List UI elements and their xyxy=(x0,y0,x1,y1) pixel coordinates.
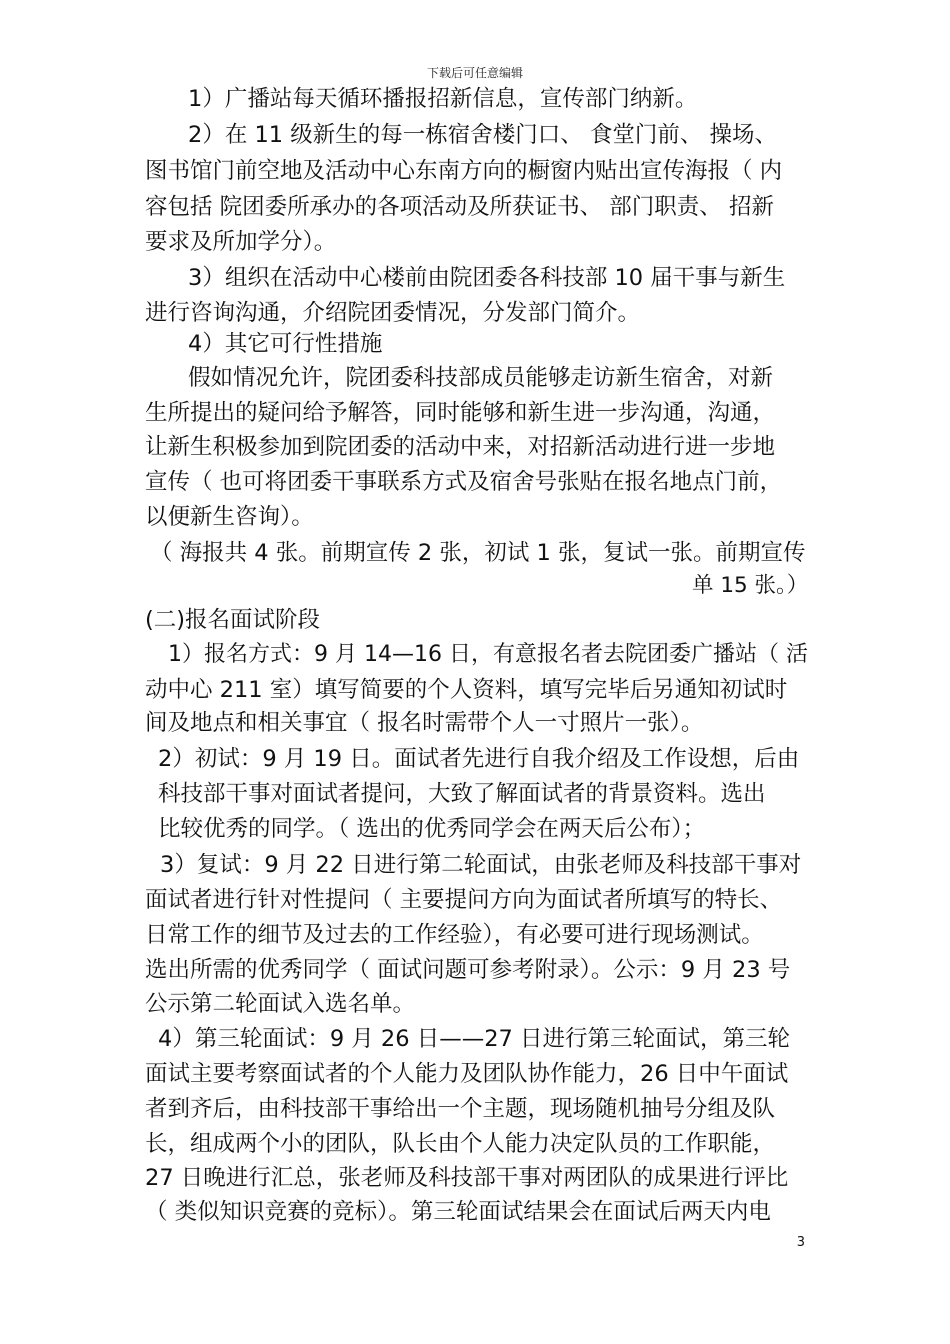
body-line: 3）组织在活动中心楼前由院团委各科技部 10 届干事与新生 xyxy=(188,265,786,291)
body-line: 间及地点和相关事宜（ 报名时需带个人一寸照片一张）。 xyxy=(145,710,704,736)
body-line: 宣传（ 也可将团委干事联系方式及宿舍号张贴在报名地点门前， xyxy=(145,469,783,495)
body-line: 比较优秀的同学。（ 选出的优秀同学会在两天后公布）； xyxy=(158,816,706,842)
body-line: 面试主要考察面试者的个人能力及团队协作能力，26 日中午面试 xyxy=(145,1061,789,1087)
body-line: （ 海报共 4 张。前期宣传 2 张，初试 1 张，复试一张。前期宣传 xyxy=(150,540,806,566)
body-line: 容包括 院团委所承办的各项活动及所获证书、 部门职责、 招新 xyxy=(145,194,774,220)
body-line: （ 类似知识竞赛的竞标）。第三轮面试结果会在面试后两天内电 xyxy=(145,1199,771,1225)
body-line: 1）广播站每天循环播报招新信息，宣传部门纳新。 xyxy=(188,86,698,112)
body-line: 者到齐后，由科技部干事给出一个主题，现场随机抽号分组及队 xyxy=(145,1096,776,1122)
body-line: 动中心 211 室）填写简要的个人资料，填写完毕后另通知初试时 xyxy=(145,677,788,703)
body-line: 让新生积极参加到院团委的活动中来，对招新活动进行进一步地 xyxy=(145,434,776,460)
body-line: 1）报名方式：9 月 14—16 日，有意报名者去院团委广播站（ 活 xyxy=(168,642,808,667)
body-line: 3）复试：9 月 22 日进行第二轮面试，由张老师及科技部干事对 xyxy=(160,852,802,878)
body-line: 假如情况允许，院团委科技部成员能够走访新生宿舍，对新 xyxy=(188,365,774,391)
body-line: 长，组成两个小的团队，队长由个人能力决定队员的工作职能， xyxy=(145,1131,776,1157)
body-line: 2）初试：9 月 19 日。面试者先进行自我介绍及工作设想，后由 xyxy=(158,746,800,772)
body-line: 日常工作的细节及过去的工作经验），有必要可进行现场测试。 xyxy=(145,922,764,948)
body-line: 4）第三轮面试：9 月 26 日——27 日进行第三轮面试，第三轮 xyxy=(158,1026,791,1052)
body-line: 进行咨询沟通，介绍院团委情况，分发部门简介。 xyxy=(145,300,641,326)
section-heading: (二)报名面试阶段 xyxy=(145,607,321,633)
body-line: 科技部干事对面试者提问，大致了解面试者的背景资料。选出 xyxy=(158,781,766,807)
body-line: 4）其它可行性措施 xyxy=(188,331,383,357)
body-line: 公示第二轮面试入选名单。 xyxy=(145,991,416,1017)
page-number: 3 xyxy=(796,1235,805,1250)
body-line: 要求及所加学分）。 xyxy=(145,229,337,255)
body-line: 生所提出的疑问给予解答，同时能够和新生进一步沟通，沟通， xyxy=(145,400,776,426)
body-line: 27 日晚进行汇总，张老师及科技部干事对两团队的成果进行评比 xyxy=(145,1165,789,1191)
body-line: 选出所需的优秀同学（ 面试问题可参考附录）。公示：9 月 23 号 xyxy=(145,957,791,983)
body-line: 2）在 11 级新生的每一栋宿舍楼门口、 食堂门前、 操场、 xyxy=(188,122,778,148)
body-line: 面试者进行针对性提问（ 主要提问方向为面试者所填写的特长、 xyxy=(145,887,783,913)
header-note: 下载后可任意编辑 xyxy=(426,66,523,80)
body-line: 以便新生咨询）。 xyxy=(145,504,314,530)
body-line: 图书馆门前空地及活动中心东南方向的橱窗内贴出宣传海报（ 内 xyxy=(145,158,783,184)
body-line: 单 15 张。） xyxy=(692,573,809,598)
